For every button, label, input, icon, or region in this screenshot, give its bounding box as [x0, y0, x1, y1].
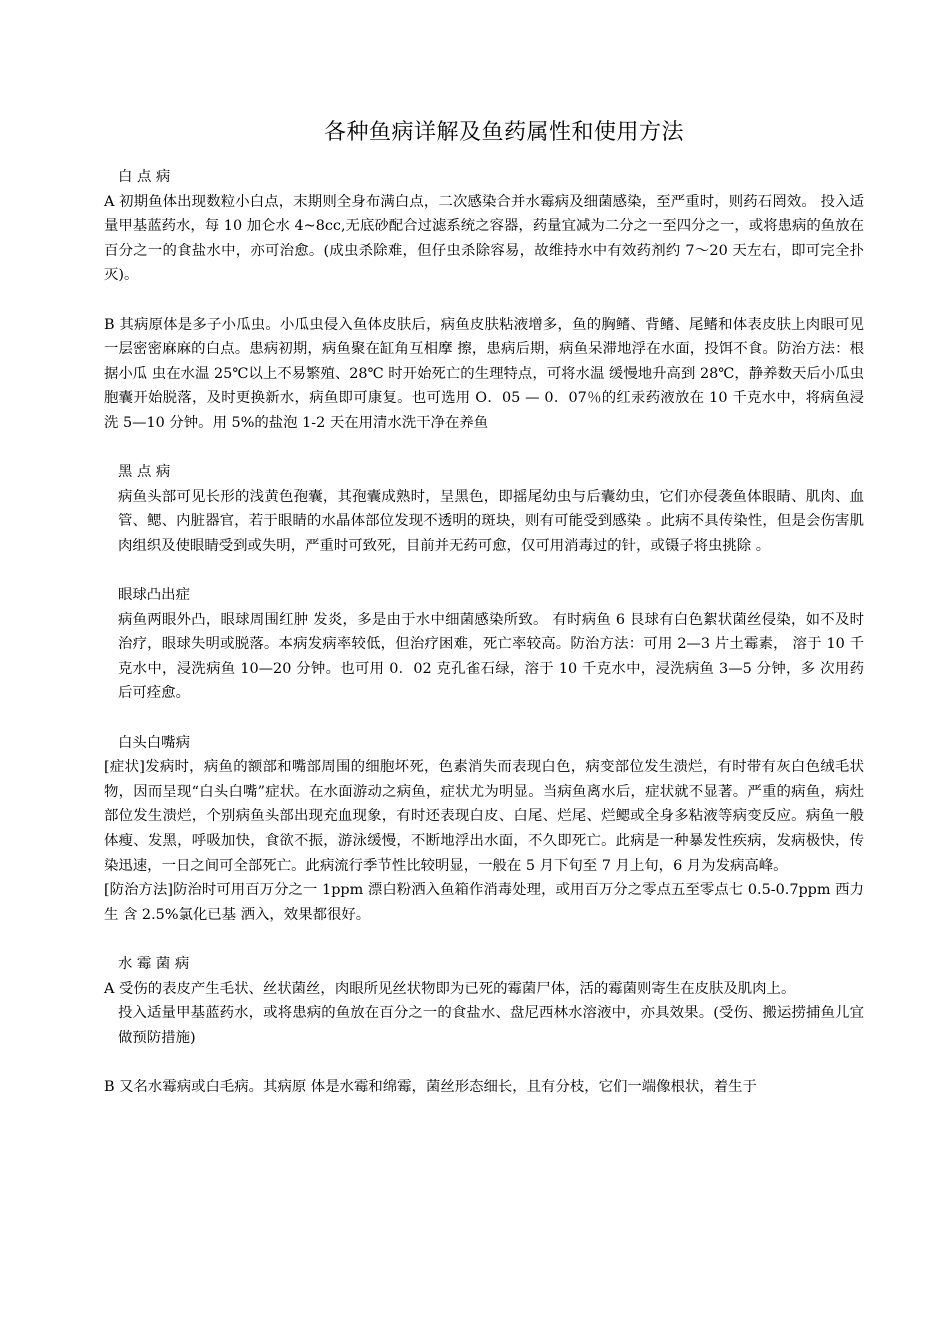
- paragraph: B 其病原体是多子小瓜虫。小瓜虫侵入鱼体皮肤后，病鱼皮肤粘液增多，鱼的胸鳍、背鳍、尾鳍和体表皮肤上肉眼可见一层密密麻麻的白点。患病初期，病鱼聚在缸角互相摩 擦，患病后期，病鱼呆滞地浮在水面，投饵不食。防治方法：根据小瓜 虫在水温 25℃以上不易繁殖、28℃ 时开始死亡的生理特点，可将水温 缓慢地升高到 28℃，静养数天后小瓜虫胞囊开始脱落，及时更换新水，病鱼即可康复。也可选用 O．05 — 0．07％的红汞药液放在 10 千克水中，将病鱼浸洗 5—10 分钟。用 5%的盐泡 1-2 天在用清水洗干净在养鱼: [104, 316, 864, 431]
- paragraph-gap: [104, 1050, 864, 1075]
- paragraph-gap: [104, 706, 864, 731]
- paragraph-gap: [104, 559, 864, 584]
- section-heading-white-spot: 白 点 病: [118, 169, 171, 185]
- paragraph: A 初期鱼体出现数粒小白点，末期则全身布满白点，二次感染合并水霉病及细菌感染，至严重时，则药石罔效。 投入适量甲基蓝药水，每 10 加仑水 4~8cc,无底砂配合过滤系统之容器，药量宜减为二分之一至四分之一，或将患病的鱼放在百分之一的食盐水中，亦可治愈。(成虫杀除难，但仔虫杀除容易，故维持水中有效药剂约 7～20 天左右，即可完全扑灭)。: [104, 193, 864, 284]
- section-heading-black-spot: 黑 点 病: [118, 464, 171, 481]
- paragraph-gap: [104, 927, 864, 952]
- document-title: 各种鱼病详解及鱼药属性和使用方法: [323, 120, 684, 145]
- paragraph: B 又名水霉病或白毛病。其病原 体是水霉和绵霉，菌丝形态细长，且有分枝，它们一端像根状，着生于: [104, 1078, 757, 1095]
- paragraph: 病鱼头部可见长形的浅黄色孢囊，其孢囊成熟时，呈黑色，即摇尾幼虫与后囊幼虫，它们亦侵袭鱼体眼睛、肌肉、血管、鳃、内脏器官，若于眼睛的水晶体部位发现不透明的斑块，则有可能受到感染 。此病不具传染性，但是会伤害肌肉组织及使眼睛受到或失明，严重时可致死，目前并无药可愈，仅可用消毒过的针，或镊子将虫挑除 。: [118, 488, 864, 554]
- section-heading-water-mold: 水 霉 菌 病: [118, 956, 190, 972]
- document-body: [104, 165, 864, 1100]
- paragraph: 病鱼两眼外凸，眼球周围红肿 发炎，多是由于水中细菌感染所致。 有时病鱼 6 艮球有白色絮状菌丝侵染，如不及时治疗，眼球失明或脱落。本病发病率较低，但治疗困难，死亡率较高。防治方法：可用 2—3 片土霉素， 溶于 10 千克水中，浸洗病鱼 10—20 分钟。也可用 0．02 克孔雀石绿，溶于 10 千克水中，浸洗病鱼 3—5 分钟，多 次用药后可痊愈。: [118, 611, 864, 702]
- paragraph: [防治方法]防治时可用百万分之一 1ppm 漂白粉洒入鱼箱作消毒处理，或用百万分之零点五至零点七 0.5-0.7ppm 西力生 含 2.5%氯化已基 洒入，效果都很好。: [104, 882, 864, 923]
- paragraph: A 受伤的表皮产生毛状、丝状菌丝，肉眼所见丝状物即为已死的霉菌尸体，活的霉菌则寄生在皮肤及肌肉上。: [104, 980, 796, 997]
- paragraph: 投入适量甲基蓝药水，或将患病的鱼放在百分之一的食盐水、盘尼西林水溶液中，亦具效果。(受伤、搬运捞捕鱼儿宜做预防措施): [118, 1005, 864, 1046]
- paragraph-gap: [104, 436, 864, 461]
- section-heading-popeye: 眼球凸出症: [118, 587, 190, 604]
- paragraph-gap: [104, 288, 864, 313]
- paragraph: [症状]发病时，病鱼的额部和嘴部周围的细胞坏死，色素消失而表现白色，病变部位发生溃烂，有时带有灰白色绒毛状物，因而呈现“白头白嘴”症状。在水面游动之病鱼，症状尤为明显。当病鱼离水后，症状就不显著。严重的病鱼，病灶部位发生溃烂，个别病鱼头部出现充血现象，有时还表现白皮、白尾、烂尾、烂鳃或全身多粘液等病变反应。病鱼一般体瘦、发黑，呼吸加快，食欲不振，游泳缓慢，不断地浮出水面，不久即死亡。此病是一种暴发性疾病，发病极快，传染迅速，一日之间可全部死亡。此病流行季节性比较明显，一般在 5 月下旬至 7 月上旬，6 月为发病高峰。: [104, 759, 864, 874]
- section-heading-white-head-mouth: 白头白嘴病: [118, 734, 190, 751]
